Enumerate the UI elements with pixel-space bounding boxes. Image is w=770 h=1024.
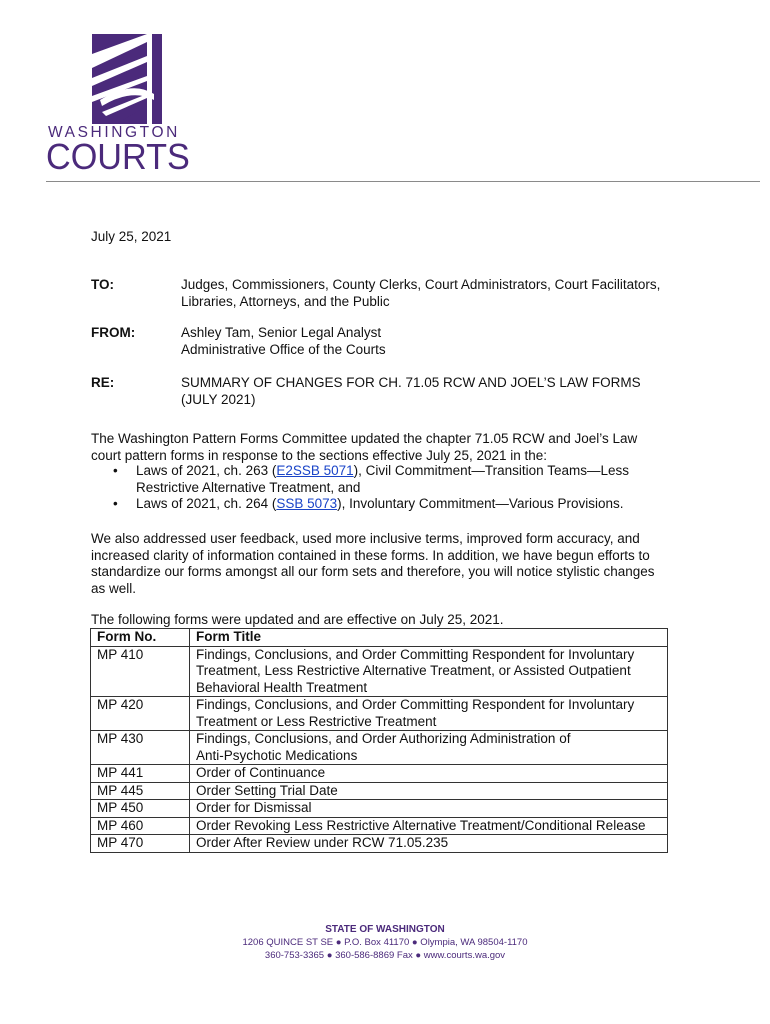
footer-title: STATE OF WASHINGTON	[325, 924, 445, 935]
intro-line: court pattern forms in response to the sections effective July 25, 2021 in the:	[91, 447, 548, 463]
re-line: (JULY 2021)	[181, 391, 256, 407]
feedback-line: standardize our forms amongst all our form sets and therefore, you will notice stylistic changes	[91, 564, 655, 579]
courts-emblem-icon	[92, 34, 194, 124]
to-line: Judges, Commissioners, County Clerks, Court Administrators, Court Facilitators,	[181, 277, 661, 292]
law-item	[91, 463, 691, 496]
logo-text-courts: COURTS	[46, 136, 190, 177]
table-row	[91, 800, 668, 818]
header-divider	[46, 181, 760, 182]
form-title: Order of Continuance	[190, 765, 668, 783]
form-title-line: Treatment or Less Restrictive Treatment	[196, 713, 437, 729]
re-value	[181, 375, 701, 408]
logo-text-washington: WASHINGTON	[48, 124, 180, 141]
form-number: MP 445	[91, 782, 190, 800]
intro-line: The Washington Pattern Forms Committee updated the chapter 71.05 RCW and Joel’s Law	[91, 431, 638, 446]
column-header-form-title: Form Title	[190, 629, 668, 647]
re-label: RE:	[91, 375, 115, 390]
form-title	[190, 646, 668, 697]
feedback-line: as well.	[91, 580, 137, 596]
table-row	[91, 782, 668, 800]
form-number: MP 470	[91, 835, 190, 853]
form-title-line: Findings, Conclusions, and Order Committing Respondent for Involuntary	[196, 646, 635, 662]
table-row	[91, 765, 668, 783]
table-row	[91, 817, 668, 835]
law-text-post: ), Involuntary Commitment—Various Provisions.	[337, 496, 624, 511]
forms-intro: The following forms were updated and are effective on July 25, 2021.	[91, 612, 504, 627]
feedback-line: increased clarity of information contained in these forms. In addition, we have begun efforts to	[91, 547, 650, 563]
law-text-continued: Restrictive Alternative Treatment, and	[136, 479, 361, 495]
form-title: Order for Dismissal	[190, 800, 668, 818]
table-row	[91, 646, 668, 697]
laws-list	[91, 463, 691, 513]
from-label: FROM:	[91, 325, 136, 340]
form-title-line: Treatment, Less Restrictive Alternative Treatment, or Assisted Outpatient	[196, 663, 631, 678]
to-value	[181, 277, 701, 310]
footer-address: 1206 QUINCE ST SE ● P.O. Box 41170 ● Olympia, WA 98504-1170	[242, 937, 528, 948]
law-text-pre: Laws of 2021, ch. 263 (	[136, 463, 277, 478]
table-row	[91, 835, 668, 853]
form-number: MP 460	[91, 817, 190, 835]
feedback-line: We also addressed user feedback, used more inclusive terms, improved form accuracy, and	[91, 531, 640, 546]
form-title	[190, 697, 668, 731]
intro-paragraph	[91, 431, 691, 464]
form-title: Order Revoking Less Restrictive Alternative Treatment/Conditional Release	[190, 817, 668, 835]
ssb-5073-link[interactable]: SSB 5073	[276, 496, 338, 511]
law-text-pre: Laws of 2021, ch. 264 (	[136, 496, 277, 511]
bullet-icon: •	[113, 496, 118, 511]
form-number: MP 450	[91, 800, 190, 818]
feedback-paragraph	[91, 531, 691, 597]
re-line: SUMMARY OF CHANGES FOR CH. 71.05 RCW AND JOEL’S LAW FORMS	[181, 375, 641, 390]
updated-forms-table	[90, 628, 668, 853]
form-title-line: Findings, Conclusions, and Order Committing Respondent for Involuntary	[196, 697, 635, 712]
memo-date: July 25, 2021	[91, 229, 172, 244]
form-number: MP 430	[91, 731, 190, 765]
form-title-line: Findings, Conclusions, and Order Authorizing Administration of	[196, 731, 571, 746]
to-line: Libraries, Attorneys, and the Public	[181, 293, 390, 309]
from-value	[181, 325, 701, 358]
form-number: MP 441	[91, 765, 190, 783]
bullet-icon: •	[113, 463, 118, 478]
form-title: Order After Review under RCW 71.05.235	[190, 835, 668, 853]
from-line: Ashley Tam, Senior Legal Analyst	[181, 325, 382, 340]
form-title-line: Behavioral Health Treatment	[196, 679, 368, 695]
washington-courts-logo	[46, 34, 196, 177]
table-row	[91, 697, 668, 731]
law-text-post: ), Civil Commitment—Transition Teams—Less	[353, 463, 629, 478]
form-title	[190, 731, 668, 765]
form-number: MP 420	[91, 697, 190, 731]
column-header-form-no: Form No.	[91, 629, 190, 647]
table-header-row	[91, 629, 668, 647]
table-row	[91, 731, 668, 765]
from-line: Administrative Office of the Courts	[181, 341, 386, 357]
form-number: MP 410	[91, 646, 190, 697]
e2ssb-5071-link[interactable]: E2SSB 5071	[276, 463, 354, 478]
to-label: TO:	[91, 277, 114, 292]
form-title: Order Setting Trial Date	[190, 782, 668, 800]
footer-contact: 360-753-3365 ● 360-586-8869 Fax ● www.courts.wa.gov	[264, 950, 506, 961]
law-item	[91, 496, 691, 513]
form-title-line: Anti-Psychotic Medications	[196, 747, 358, 763]
